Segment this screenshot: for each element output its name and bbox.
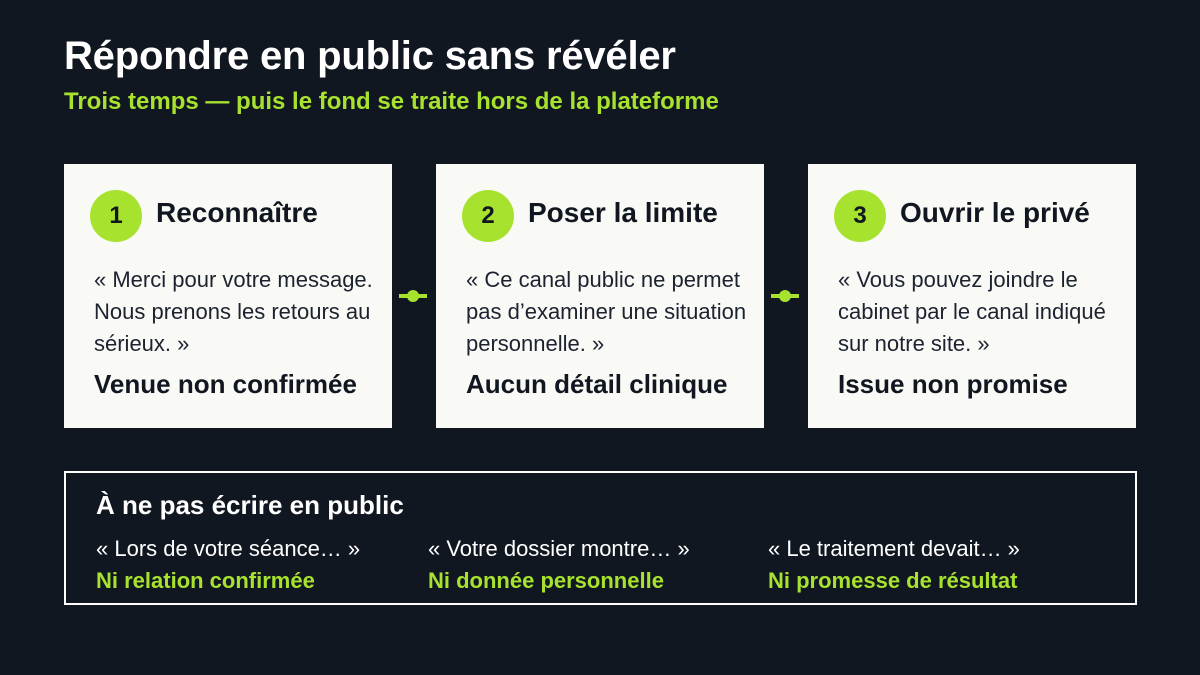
step-note: Aucun détail clinique	[466, 369, 728, 399]
avoid-quote: « Votre dossier montre… »	[428, 536, 690, 561]
avoid-rule: Ni donnée personnelle	[428, 568, 664, 593]
avoid-rule: Ni relation confirmée	[96, 568, 315, 593]
step-number-badge: 2	[462, 190, 514, 242]
avoid-rule: Ni promesse de résultat	[768, 568, 1018, 593]
avoid-item-3	[768, 535, 1020, 595]
connector-icon	[771, 288, 799, 304]
page-title: Répondre en public sans révéler	[64, 34, 676, 78]
step-note: Venue non confirmée	[94, 369, 357, 399]
step-note: Issue non promise	[838, 369, 1068, 399]
page-subtitle: Trois temps — puis le fond se traite hors de la plateforme	[64, 88, 719, 115]
step-number-badge: 3	[834, 190, 886, 242]
avoid-quote: « Lors de votre séance… »	[96, 536, 361, 561]
step-number-badge: 1	[90, 190, 142, 242]
step-quote: « Merci pour votre message. Nous prenons les retours au sérieux. »	[94, 267, 373, 356]
step-title: Reconnaître	[156, 197, 318, 228]
step-card-2	[436, 164, 764, 428]
step-card-1	[64, 164, 392, 428]
avoid-panel	[64, 471, 1137, 605]
step-quote: « Ce canal public ne permet pas d’examiner une situation personnelle. »	[466, 267, 747, 356]
step-quote: « Vous pouvez joindre le cabinet par le canal indiqué sur notre site. »	[838, 267, 1106, 356]
step-card-3	[808, 164, 1136, 428]
avoid-item-1	[96, 535, 360, 595]
step-title: Poser la limite	[528, 197, 718, 228]
connector-icon	[399, 288, 427, 304]
step-title: Ouvrir le privé	[900, 197, 1090, 228]
avoid-item-2	[428, 535, 690, 595]
avoid-quote: « Le traitement devait… »	[768, 536, 1020, 561]
avoid-panel-title: À ne pas écrire en public	[96, 490, 404, 520]
